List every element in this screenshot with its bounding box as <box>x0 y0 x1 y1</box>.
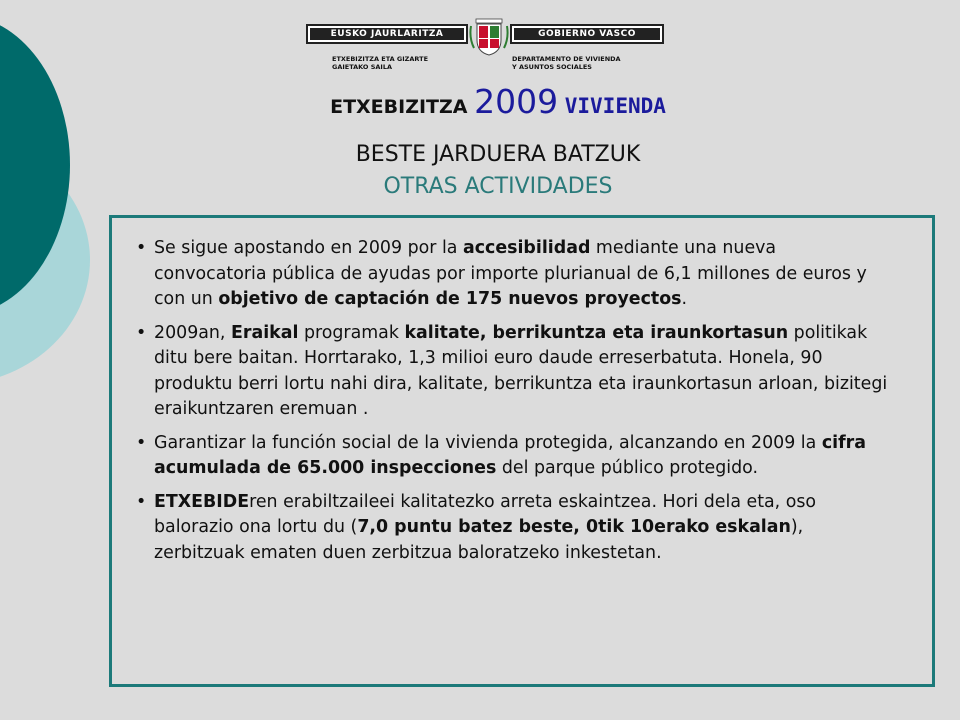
title-year: 2009 <box>474 82 559 121</box>
bullet-bold-text: accesibilidad <box>462 238 591 258</box>
bullet-item <box>134 431 894 482</box>
bullet-item <box>134 490 894 567</box>
logo-right-label: GOBIERNO VASCO <box>514 28 660 40</box>
page-title <box>0 82 960 121</box>
bullet-bold-text: 7,0 puntu batez beste, 0tik 10erako eskalan <box>357 517 791 537</box>
content-box <box>109 215 935 687</box>
bullet-text: . <box>681 289 688 309</box>
subtitle-eu: BESTE JARDUERA BATZUK <box>355 142 641 167</box>
bullet-bold-text: objetivo de captación de 175 nuevos proyectos <box>218 289 682 309</box>
bullet-text: Se sigue apostando en 2009 por la <box>154 238 463 258</box>
bullet-bold-text: ETXEBIDE <box>154 491 250 512</box>
logo-right-bar <box>510 24 664 44</box>
bullet-text: programak <box>298 322 405 343</box>
bullet-text: ren erabiltzaileei kalitatezko arreta eskaintzea. Hori dela eta, oso balorazio ona lortu du ( <box>154 491 817 537</box>
bullet-bold-text: Eraikal <box>231 322 299 343</box>
bullet-bold-text: cifra acumulada de 65.000 inspecciones <box>154 432 866 478</box>
bullet-bold-text: kalitate, berrikuntza eta iraunkortasun <box>404 322 789 343</box>
bullet-text: 2009an, <box>154 322 231 343</box>
government-logo <box>306 16 666 76</box>
bullet-text: del parque público protegido. <box>496 458 758 478</box>
title-right: VIVIENDA <box>564 94 666 118</box>
logo-left-label: EUSKO JAURLARITZA <box>310 28 464 40</box>
logo-left-bar <box>306 24 468 44</box>
bullet-text: Garantizar la función social de la vivienda protegida, alcanzando en 2009 la <box>154 432 822 453</box>
title-left: ETXEBIZITZA <box>330 96 468 118</box>
coat-of-arms-icon <box>468 18 510 56</box>
bullet-item <box>134 236 894 313</box>
department-name-es: DEPARTAMENTO DE VIVIENDA Y ASUNTOS SOCIALES <box>512 55 621 71</box>
bullet-text: politikak ditu bere baitan. Horrtarako, 1,3 milioi euro daude erreserbatuta. Honela, 90 produktu berri lortu nahi dira, kalitate, berrikuntza eta iraunkortasun arloan, bizitegi eraikuntzaren eremuan . <box>154 322 888 419</box>
bullet-item <box>134 321 894 423</box>
department-name-eu: ETXEBIZITZA ETA GIZARTE GAIETAKO SAILA <box>332 55 429 71</box>
bullet-text: mediante una nueva convocatoria pública de ayudas por importe plurianual de 6,1 millones de euros y con un <box>154 238 867 309</box>
bullet-list <box>134 236 894 574</box>
bullet-text: ), zerbitzuak ematen duen zerbitzua baloratzeko inkestetan. <box>154 517 804 563</box>
subtitle-es: OTRAS ACTIVIDADES <box>383 174 613 199</box>
